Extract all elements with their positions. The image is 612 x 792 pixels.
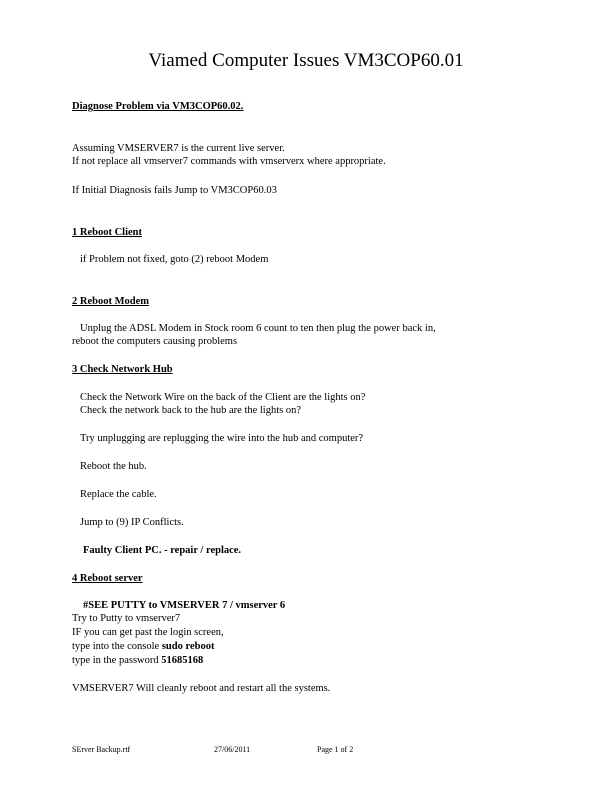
section-3-line-7: Faulty Client PC. - repair / replace. [83,545,242,556]
section-2-line-2: reboot the computers causing problems [72,336,238,347]
section-3-line-5: Replace the cable. [80,489,157,500]
console-command: sudo reboot [161,641,215,652]
section-3-line-6: Jump to (9) IP Conflicts. [80,517,184,528]
console-instruction: type into the console [72,641,162,652]
section-2-heading: 2 Reboot Modem [72,296,149,307]
section-3-line-4: Reboot the hub. [80,461,147,472]
section-3-heading: 3 Check Network Hub [72,364,173,375]
section-4-line-4 [72,640,214,653]
intro-line-2: If not replace all vmserver7 commands with vmserverx where appropriate. [72,156,386,167]
section-1-line-1: if Problem not fixed, goto (2) reboot Modem [80,254,269,265]
section-4-line-3: IF you can get past the login screen, [72,627,224,638]
section-4-line-1: #SEE PUTTY to VMSERVER 7 / vmserver 6 [83,600,286,611]
footer-filename: SErver Backup.rtf [72,745,131,754]
section-4-line-6: VMSERVER7 Will cleanly reboot and restart all the systems. [72,683,331,694]
document-title: Viamed Computer Issues VM3COP60.01 [148,50,464,71]
intro-heading: Diagnose Problem via VM3COP60.02. [72,101,244,112]
intro-line-3: If Initial Diagnosis fails Jump to VM3COP60.03 [72,185,277,196]
password-instruction: type in the password [72,655,162,666]
intro-line-1: Assuming VMSERVER7 is the current live server. [72,143,285,154]
section-4-heading: 4 Reboot server [72,573,143,584]
section-3-line-2: Check the network back to the hub are the lights on? [80,405,302,416]
section-3-line-1: Check the Network Wire on the back of the Client are the lights on? [80,392,366,403]
section-4-line-2: Try to Putty to vmserver7 [72,613,181,624]
section-4-line-5 [72,654,203,667]
section-3-line-3: Try unplugging are replugging the wire into the hub and computer? [80,433,364,444]
password-value: 51685168 [161,655,204,666]
section-1-heading: 1 Reboot Client [72,227,142,238]
footer-date: 27/06/2011 [214,745,251,754]
section-2-line-1: Unplug the ADSL Modem in Stock room 6 count to ten then plug the power back in, [80,323,436,334]
footer-page-number: Page 1 of 2 [317,745,354,754]
